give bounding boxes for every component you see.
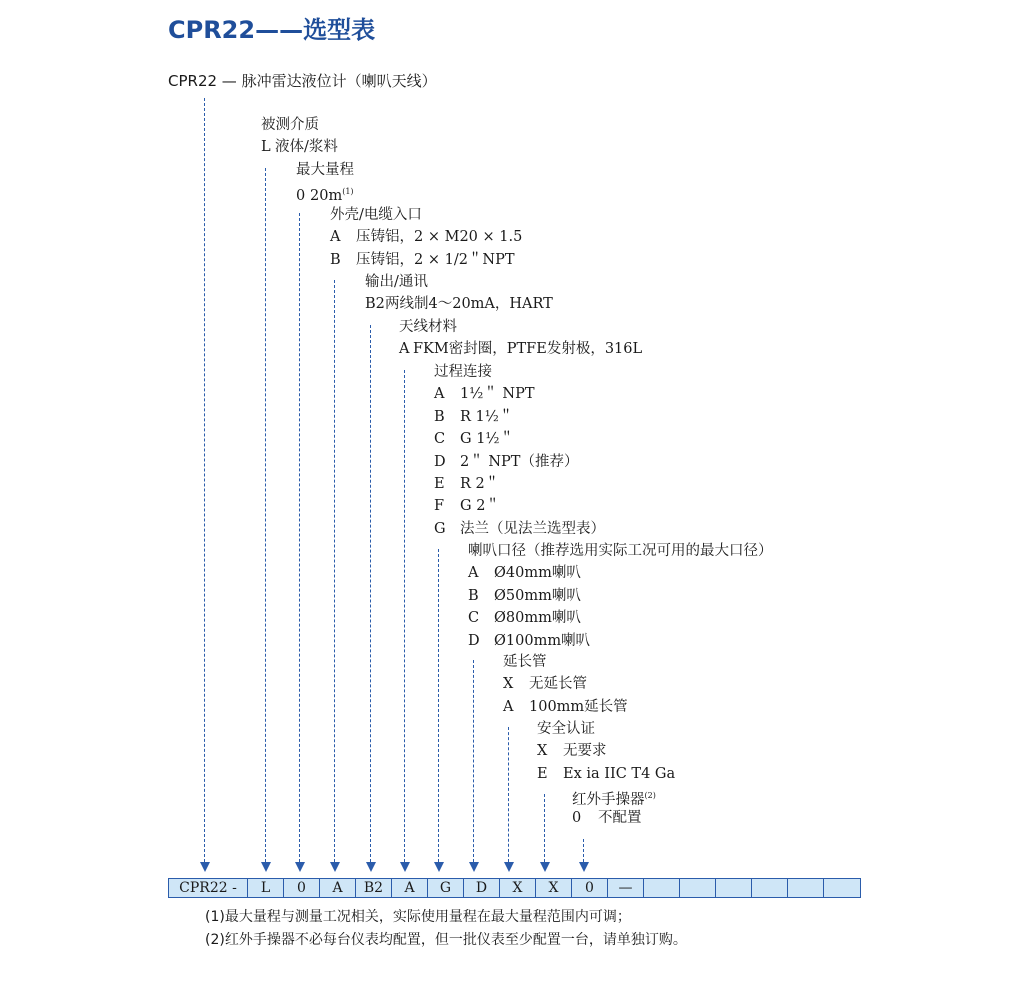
- connector-line: [583, 839, 584, 862]
- option-code: E: [434, 476, 445, 492]
- connector-line: [438, 549, 439, 862]
- code-cell: 0: [572, 878, 608, 898]
- option-row: [330, 227, 522, 247]
- section-heading: [434, 362, 492, 382]
- connector-line: [299, 213, 300, 862]
- connector-line: [544, 794, 545, 862]
- option-code: A: [503, 699, 514, 715]
- option-row: [572, 808, 642, 828]
- option-code: A: [399, 341, 410, 357]
- option-row: [468, 608, 581, 628]
- option-row: [537, 741, 607, 761]
- section-heading-text: 红外手操器: [572, 791, 645, 808]
- option-row: [261, 137, 338, 157]
- code-cell: X: [536, 878, 572, 898]
- option-row: [468, 563, 581, 583]
- arrow-down-icon: [366, 862, 376, 872]
- section-heading: [537, 719, 595, 739]
- option-code: B: [434, 409, 445, 425]
- section-heading: [330, 205, 422, 225]
- option-text: Ø80mm喇叭: [494, 610, 581, 626]
- option-row: [503, 697, 628, 717]
- section-heading: [399, 317, 457, 337]
- option-code: D: [468, 633, 480, 649]
- option-text: 无要求: [563, 743, 607, 759]
- arrow-down-icon: [540, 862, 550, 872]
- option-code: A: [468, 565, 479, 581]
- option-text: 压铸铝，2 × M20 × 1.5: [356, 229, 523, 245]
- option-row: [434, 519, 605, 539]
- section-heading-text: 天线材料: [399, 319, 457, 335]
- option-code: A: [434, 386, 445, 402]
- option-row: [434, 474, 499, 494]
- section-heading: [468, 541, 773, 561]
- option-code: E: [537, 766, 548, 782]
- option-row: [365, 294, 553, 314]
- option-text: 1½＂ NPT: [460, 386, 535, 402]
- option-code: 0: [572, 810, 582, 826]
- section-heading-text: 安全认证: [537, 721, 595, 737]
- section-heading: [503, 652, 547, 672]
- section-heading: [261, 115, 319, 135]
- option-code: D: [434, 454, 446, 470]
- connector-line: [508, 727, 509, 862]
- option-row: [399, 339, 642, 359]
- option-row: [434, 452, 578, 472]
- connector-line: [404, 370, 405, 862]
- arrow-down-icon: [400, 862, 410, 872]
- option-code: G: [434, 521, 446, 537]
- option-text: 不配置: [598, 810, 642, 826]
- page-title: CPR22——选型表: [168, 16, 376, 44]
- option-text: 100mm延长管: [529, 699, 628, 715]
- option-text: 2＂ NPT（推荐）: [460, 454, 579, 470]
- option-text: 无延长管: [529, 676, 587, 692]
- option-row: [537, 764, 675, 784]
- option-row: [434, 496, 500, 516]
- arrow-down-icon: [434, 862, 444, 872]
- option-code: 0: [296, 187, 306, 204]
- code-cell: [752, 878, 788, 898]
- option-code: A: [330, 229, 341, 245]
- option-code: L: [261, 139, 271, 155]
- product-subtitle: CPR22 — 脉冲雷达液位计（喇叭天线）: [168, 72, 437, 90]
- arrow-down-icon: [200, 862, 210, 872]
- note-1: (1)最大量程与测量工况相关，实际使用量程在最大量程范围内可调；: [205, 909, 631, 925]
- connector-line: [204, 98, 205, 862]
- option-text: Ex ia IIC T4 Ga: [563, 766, 676, 782]
- option-code: B: [468, 588, 479, 604]
- option-text: Ø50mm喇叭: [494, 588, 581, 604]
- code-cell: A: [320, 878, 356, 898]
- footnote-mark: (2): [644, 791, 656, 800]
- code-cell: B2: [356, 878, 392, 898]
- code-cell: —: [608, 878, 644, 898]
- code-cell: D: [464, 878, 500, 898]
- code-cell: [788, 878, 824, 898]
- section-heading-text: 外壳/电缆入口: [330, 207, 422, 223]
- option-text: 20m: [310, 187, 343, 204]
- option-code: F: [434, 498, 445, 514]
- note-2: (2)红外手操器不必每台仪表均配置，但一批仪表至少配置一台，请单独订购。: [205, 932, 687, 948]
- option-row: [434, 407, 513, 427]
- code-cell: [716, 878, 752, 898]
- option-code: C: [468, 610, 480, 626]
- option-row: [434, 384, 535, 404]
- option-text: G 2＂: [460, 498, 500, 514]
- option-code: B: [330, 252, 341, 268]
- option-row: [434, 429, 514, 449]
- option-text: 法兰（见法兰选型表）: [460, 521, 605, 537]
- arrow-down-icon: [295, 862, 305, 872]
- connector-line: [473, 660, 474, 862]
- arrow-down-icon: [504, 862, 514, 872]
- option-text: FKM密封圈，PTFE发射极，316L: [413, 341, 643, 357]
- option-text: Ø100mm喇叭: [494, 633, 591, 649]
- option-row: [468, 586, 581, 606]
- option-row: [330, 250, 515, 270]
- option-row: [503, 674, 587, 694]
- code-cell: A: [392, 878, 428, 898]
- code-cell: 0: [284, 878, 320, 898]
- option-code: B2: [365, 296, 385, 312]
- option-text: R 1½＂: [460, 409, 514, 425]
- option-text: G 1½＂: [460, 431, 514, 447]
- arrow-down-icon: [469, 862, 479, 872]
- section-heading: [296, 160, 354, 180]
- option-row: [296, 182, 354, 206]
- arrow-down-icon: [579, 862, 589, 872]
- option-text: 两线制4～20mA，HART: [385, 296, 553, 312]
- section-heading-text: 输出/通讯: [365, 274, 428, 290]
- section-heading-text: 最大量程: [296, 162, 354, 178]
- section-heading-text: 喇叭口径（推荐选用实际工况可用的最大口径）: [468, 543, 773, 559]
- code-cell: [680, 878, 716, 898]
- section-heading: [365, 272, 428, 292]
- arrow-down-icon: [330, 862, 340, 872]
- footnote-mark: (1): [342, 187, 354, 196]
- connector-line: [370, 325, 371, 862]
- section-heading-text: 过程连接: [434, 364, 492, 380]
- code-prefix-cell: CPR22 -: [169, 878, 248, 898]
- code-cell: L: [248, 878, 284, 898]
- connector-line: [334, 280, 335, 862]
- option-code: C: [434, 431, 446, 447]
- arrow-down-icon: [261, 862, 271, 872]
- section-heading-text: 延长管: [503, 654, 547, 670]
- section-heading-text: 被测介质: [261, 117, 319, 133]
- option-code: X: [537, 743, 548, 759]
- option-row: [468, 631, 590, 651]
- option-code: X: [503, 676, 514, 692]
- code-cell: [824, 878, 861, 898]
- option-text: R 2＂: [460, 476, 500, 492]
- option-text: Ø40mm喇叭: [494, 565, 581, 581]
- order-code-bar: [168, 878, 861, 898]
- option-text: 压铸铝，2 × 1/2＂NPT: [356, 252, 515, 268]
- connector-line: [265, 168, 266, 862]
- option-text: 液体/浆料: [275, 139, 338, 155]
- section-heading: [572, 786, 656, 810]
- code-cell: X: [500, 878, 536, 898]
- code-cell: [644, 878, 680, 898]
- code-cell: G: [428, 878, 464, 898]
